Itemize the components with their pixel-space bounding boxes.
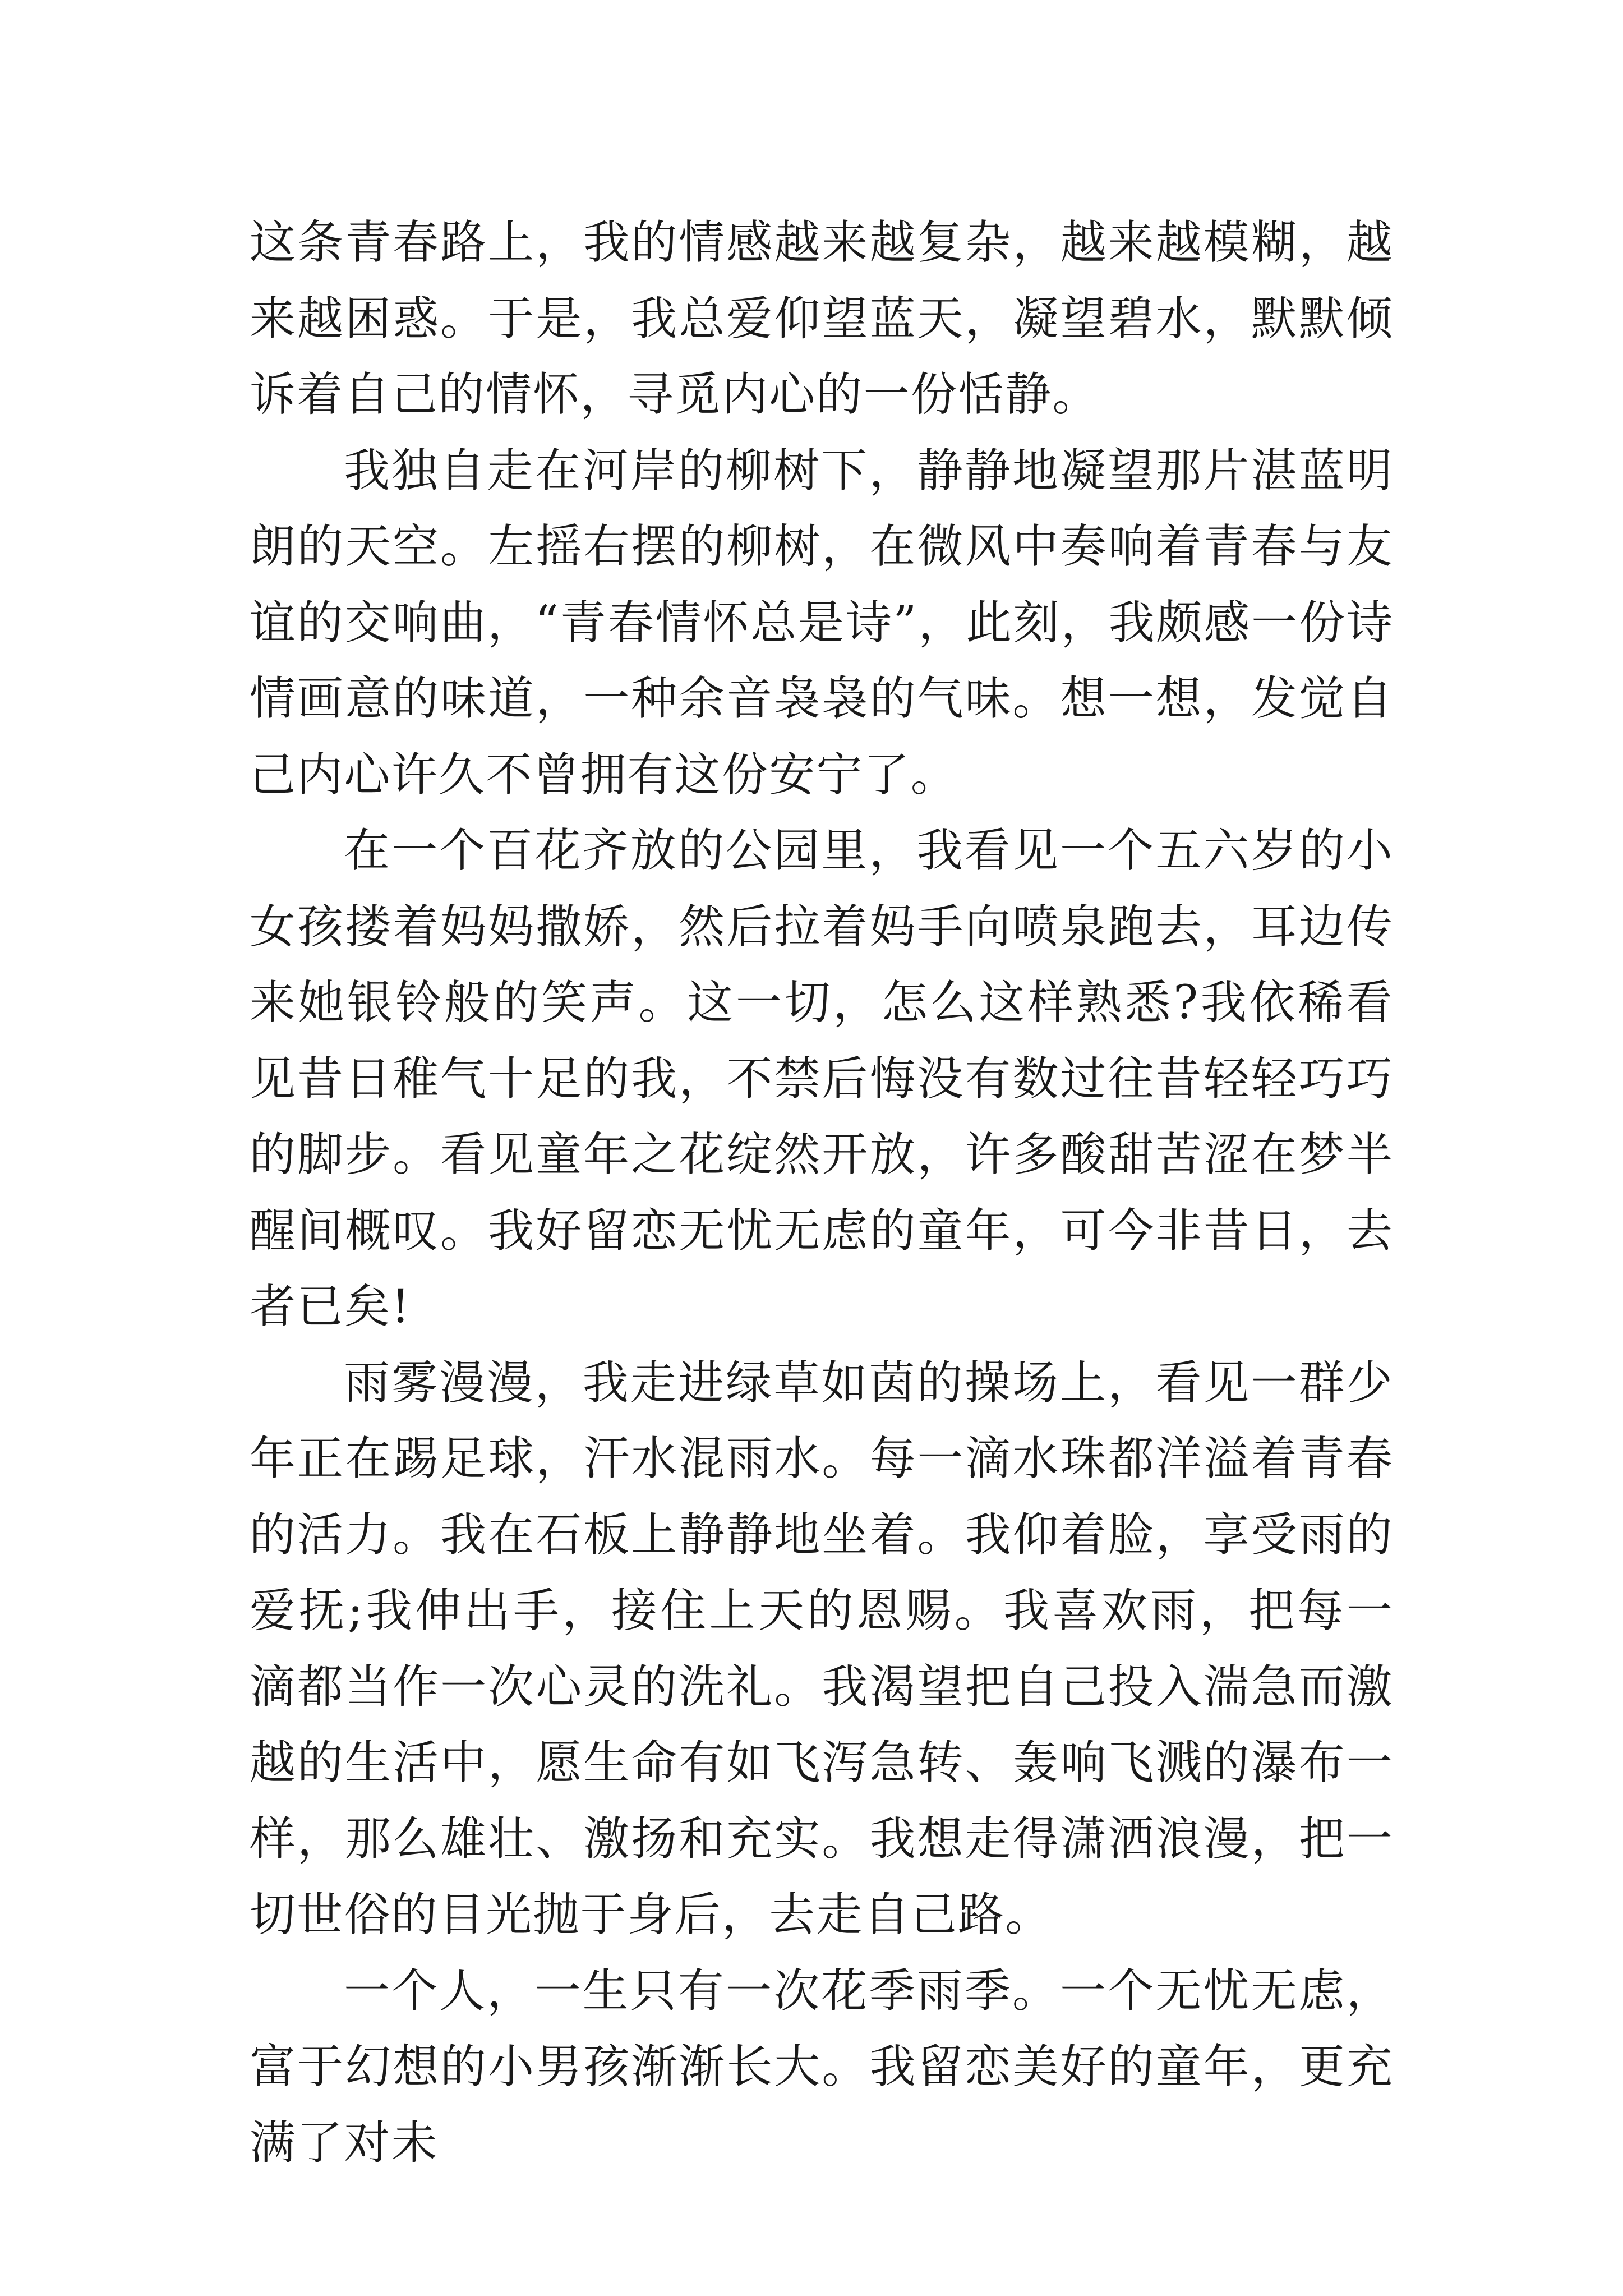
paragraph-4: 雨雾漫漫，我走进绿草如茵的操场上，看见一群少年正在踢足球，汗水混雨水。每一滴水珠都洋溢着青春的活力。我在石板上静静地坐着。我仰着脸，享受雨的爱抚;我伸出手，接住上天的恩赐。我喜欢雨，把每一滴都当作一次心灵的洗礼。我渴望把自己投入湍急而激越的生活中，愿生命有如飞泻急转、轰响飞溅的瀑布一样，那么雄壮、激扬和充实。我想走得潇洒浪漫，把一切世俗的目光抛于身后，去走自己路。 xyxy=(250,1356,1394,1941)
paragraph-2: 我独自走在河岸的柳树下，静静地凝望那片湛蓝明朗的天空。左摇右摆的柳树，在微风中奏响着青春与友谊的交响曲，“青春情怀总是诗”，此刻，我颇感一份诗情画意的味道，一种余音袅袅的气味。想一想，发觉自己内心许久不曾拥有这份安宁了。 xyxy=(250,444,1394,802)
paragraph-3: 在一个百花齐放的公园里，我看见一个五六岁的小女孩搂着妈妈撒娇，然后拉着妈手向喷泉跑去，耳边传来她银铃般的笑声。这一切，怎么这样熟悉?我依稀看见昔日稚气十足的我，不禁后悔没有数过往昔轻轻巧巧的脚步。看见童年之花绽然开放，许多酸甜苦涩在梦半醒间概叹。我好留恋无忧无虑的童年，可今非昔日，去者已矣! xyxy=(250,824,1394,1333)
paragraph-5: 一个人，一生只有一次花季雨季。一个无忧无虑，富于幻想的小男孩渐渐长大。我留恋美好的童年，更充满了对未 xyxy=(250,1964,1394,2170)
paragraph-1: 这条青春路上，我的情感越来越复杂，越来越模糊，越来越困惑。于是，我总爱仰望蓝天，凝望碧水，默默倾诉着自己的情怀，寻觅内心的一份恬静。 xyxy=(250,216,1394,421)
document-body xyxy=(250,205,1394,2181)
